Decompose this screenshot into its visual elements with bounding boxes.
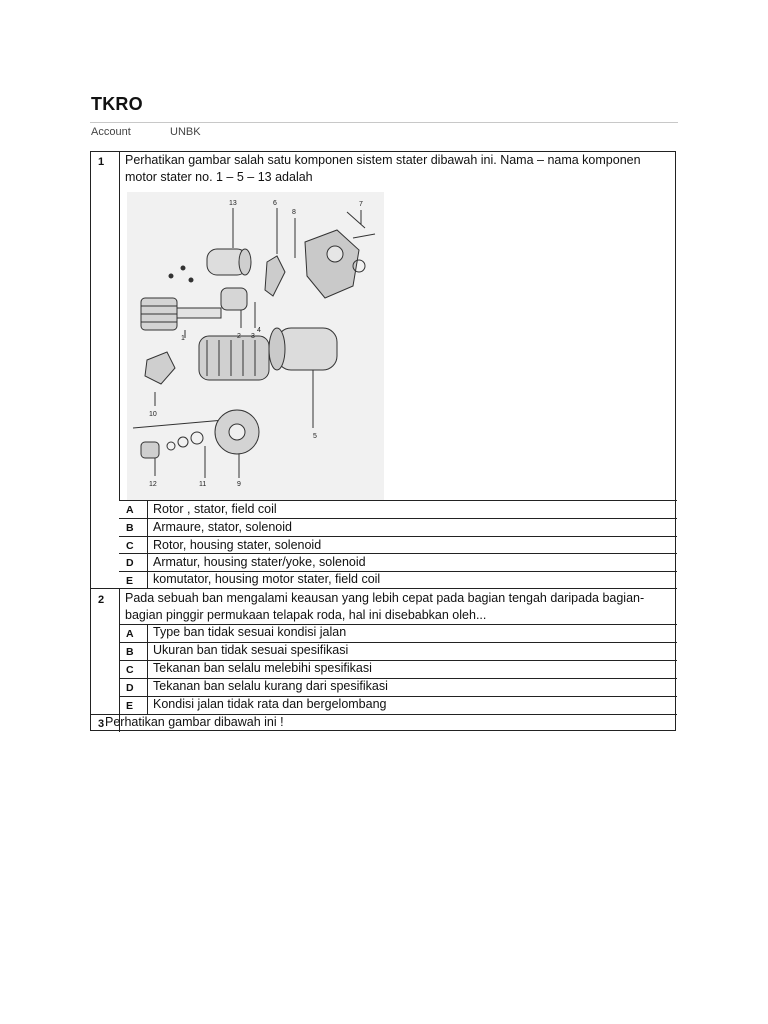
question-text: Perhatikan gambar salah satu komponen sistem stater dibawah ini. Nama – nama komponen motor stater no. 1 – 5 – 13 adalah bbox=[125, 153, 641, 184]
option-letter: E bbox=[126, 700, 134, 712]
figure-label-13: 13 bbox=[229, 200, 237, 207]
option-letter-divider bbox=[147, 500, 148, 588]
option-text[interactable]: Tekanan ban selalu melebihi spesifikasi bbox=[153, 661, 372, 675]
question-text: Perhatikan gambar dibawah ini ! bbox=[105, 715, 284, 729]
option-letter: D bbox=[126, 557, 134, 569]
option-text[interactable]: Type ban tidak sesuai kondisi jalan bbox=[153, 625, 347, 639]
option-letter: B bbox=[126, 646, 134, 658]
question-number: 3 bbox=[98, 718, 105, 730]
option-text[interactable]: Tekanan ban selalu kurang dari spesifikasi bbox=[153, 679, 388, 693]
question-number: 2 bbox=[98, 594, 105, 606]
figure-label-2: 2 bbox=[237, 333, 241, 340]
figure-label-4: 4 bbox=[257, 327, 261, 334]
figure-label-6: 6 bbox=[273, 200, 277, 207]
option-letter-divider-2 bbox=[147, 624, 148, 714]
figure-label-3: 3 bbox=[251, 333, 255, 340]
option-text[interactable]: Armaure, stator, solenoid bbox=[153, 520, 292, 534]
question-number: 1 bbox=[98, 156, 105, 168]
option-letter: B bbox=[126, 522, 134, 534]
category-label: UNBK bbox=[170, 126, 201, 138]
figure-label-8: 8 bbox=[292, 209, 296, 216]
starter-motor-figure bbox=[127, 192, 384, 500]
account-label: Account bbox=[91, 126, 131, 138]
option-letter: D bbox=[126, 682, 134, 694]
option-text[interactable]: komutator, housing motor stater, field coil bbox=[153, 572, 381, 586]
figure-label-10: 10 bbox=[149, 411, 157, 418]
figure-label-9: 9 bbox=[237, 481, 241, 488]
figure-label-12: 12 bbox=[149, 481, 157, 488]
option-text[interactable]: Ukuran ban tidak sesuai spesifikasi bbox=[153, 643, 349, 657]
option-letter: A bbox=[126, 504, 134, 516]
number-column-divider bbox=[119, 152, 120, 500]
option-text[interactable]: Rotor, housing stater, solenoid bbox=[153, 538, 322, 552]
question-table bbox=[90, 151, 676, 731]
title-divider bbox=[90, 122, 678, 123]
figure-label-1: 1 bbox=[181, 335, 185, 342]
option-text[interactable]: Rotor , stator, field coil bbox=[153, 502, 277, 516]
option-letter: C bbox=[126, 540, 134, 552]
option-letter: C bbox=[126, 664, 134, 676]
option-text[interactable]: Armatur, housing stater/yoke, solenoid bbox=[153, 555, 366, 569]
figure-label-5: 5 bbox=[313, 433, 317, 440]
option-letter: E bbox=[126, 575, 134, 587]
document-title: TKRO bbox=[91, 94, 143, 114]
question-text: Pada sebuah ban mengalami keausan yang lebih cepat pada bagian tengah daripada bagian-bagian pinggir permukaan telapak roda, hal ini disebabkan oleh... bbox=[125, 591, 645, 622]
figure-label-11: 11 bbox=[199, 481, 207, 488]
figure-label-7: 7 bbox=[359, 201, 363, 208]
exploded-starter-diagram bbox=[127, 192, 384, 500]
option-letter: A bbox=[126, 628, 134, 640]
option-text[interactable]: Kondisi jalan tidak rata dan bergelombang bbox=[153, 697, 387, 711]
